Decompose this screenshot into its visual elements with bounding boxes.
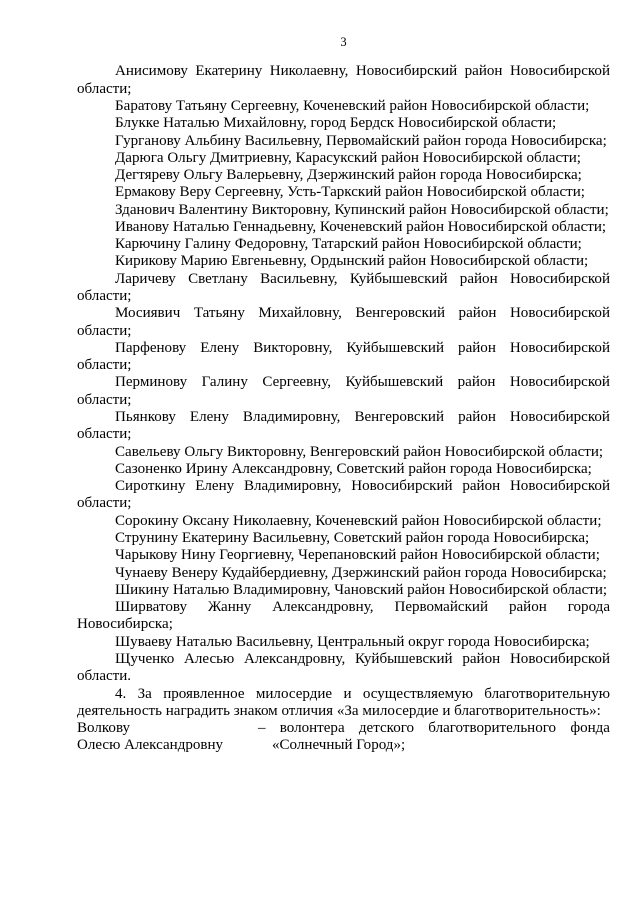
- recipient-entry: Савельеву Ольгу Викторовну, Венгеровский район Новосибирской области;: [115, 443, 604, 460]
- document-body: [77, 63, 610, 754]
- recipient-entry: Ларичеву Светлану Васильевну, Куйбышевский район Новосибирской области;: [77, 270, 610, 305]
- recipient-entry: Перминову Галину Сергеевну, Куйбышевский район Новосибирской области;: [77, 374, 610, 408]
- recipient-entry: Парфенову Елену Викторовну, Куйбышевский район Новосибирской области;: [77, 339, 610, 374]
- recipient-entry: Гурганову Альбину Васильевну, Первомайский район города Новосибирска;: [115, 132, 607, 149]
- award-recipient-surname: Волкову: [77, 720, 131, 737]
- recipient-list: [77, 63, 610, 685]
- award-recipient-description: – волонтера детского благотворительного фонда «Солнечный Город»;: [258, 720, 610, 754]
- recipient-entry: Сорокину Оксану Николаевну, Коченевский район Новосибирской области;: [115, 512, 602, 529]
- recipient-entry: Чарыкову Нину Георгиевну, Черепановский район Новосибирской области;: [115, 547, 600, 564]
- recipient-entry: Мосиявич Татьяну Михайловну, Венгеровский район Новосибирской области;: [77, 305, 610, 339]
- recipient-entry: Ширватову Жанну Александровну, Первомайский район города Новосибирска;: [77, 599, 610, 633]
- recipient-entry: Пьянкову Елену Владимировну, Венгеровский район Новосибирской области;: [77, 409, 610, 443]
- recipient-entry: Карючину Галину Федоровну, Татарский район Новосибирской области;: [115, 236, 582, 253]
- recipient-entry: Шикину Наталью Владимировну, Чановский район Новосибирской области;: [115, 581, 608, 598]
- recipient-entry: Сазоненко Ирину Александровну, Советский район города Новосибирска;: [115, 460, 592, 477]
- recipient-entry: Шуваеву Наталью Васильевну, Центральный округ города Новосибирска;: [115, 633, 590, 650]
- award-entry: [77, 720, 610, 755]
- recipient-entry: Чунаеву Венеру Кудайбердиевну, Дзержинский район города Новосибирска;: [115, 564, 607, 581]
- recipient-entry: Ермакову Веру Сергеевну, Усть-Таркский район Новосибирской области;: [115, 184, 585, 201]
- recipient-entry: Кирикову Марию Евгеньевну, Ордынский район Новосибирской области;: [115, 253, 589, 270]
- recipient-entry: Щученко Алесью Александровну, Куйбышевский район Новосибирской области.: [77, 650, 610, 685]
- recipient-entry: Иванову Наталью Геннадьевну, Коченевский район Новосибирской области;: [115, 218, 607, 235]
- recipient-entry: Дегтяреву Ольгу Валерьевну, Дзержинский район города Новосибирска;: [115, 167, 582, 184]
- award-recipient-given-names: Олесю Александровну: [77, 737, 224, 754]
- recipient-entry: Зданович Валентину Викторовну, Купинский район Новосибирской области;: [115, 201, 609, 218]
- page-number: 3: [340, 35, 347, 49]
- recipient-entry: Сироткину Елену Владимировну, Новосибирский район Новосибирской области;: [77, 478, 610, 512]
- recipient-entry: Баратову Татьяну Сергеевну, Коченевский район Новосибирской области;: [115, 97, 590, 114]
- item-4-paragraph: 4. За проявленное милосердие и осуществляемую благотворительную деятельность наградить знаком отличия «За милосердие и благотворительность»:: [77, 685, 610, 719]
- recipient-entry: Дарюга Ольгу Дмитриевну, Карасукский район Новосибирской области;: [115, 149, 581, 166]
- recipient-entry: Анисимову Екатерину Николаевну, Новосибирский район Новосибирской области;: [77, 63, 610, 97]
- recipient-entry: Блукке Наталью Михайловну, город Бердск Новосибирской области;: [115, 115, 557, 132]
- recipient-entry: Струнину Екатерину Васильевну, Советский район города Новосибирска;: [115, 529, 590, 546]
- award-recipient-name: [77, 720, 258, 755]
